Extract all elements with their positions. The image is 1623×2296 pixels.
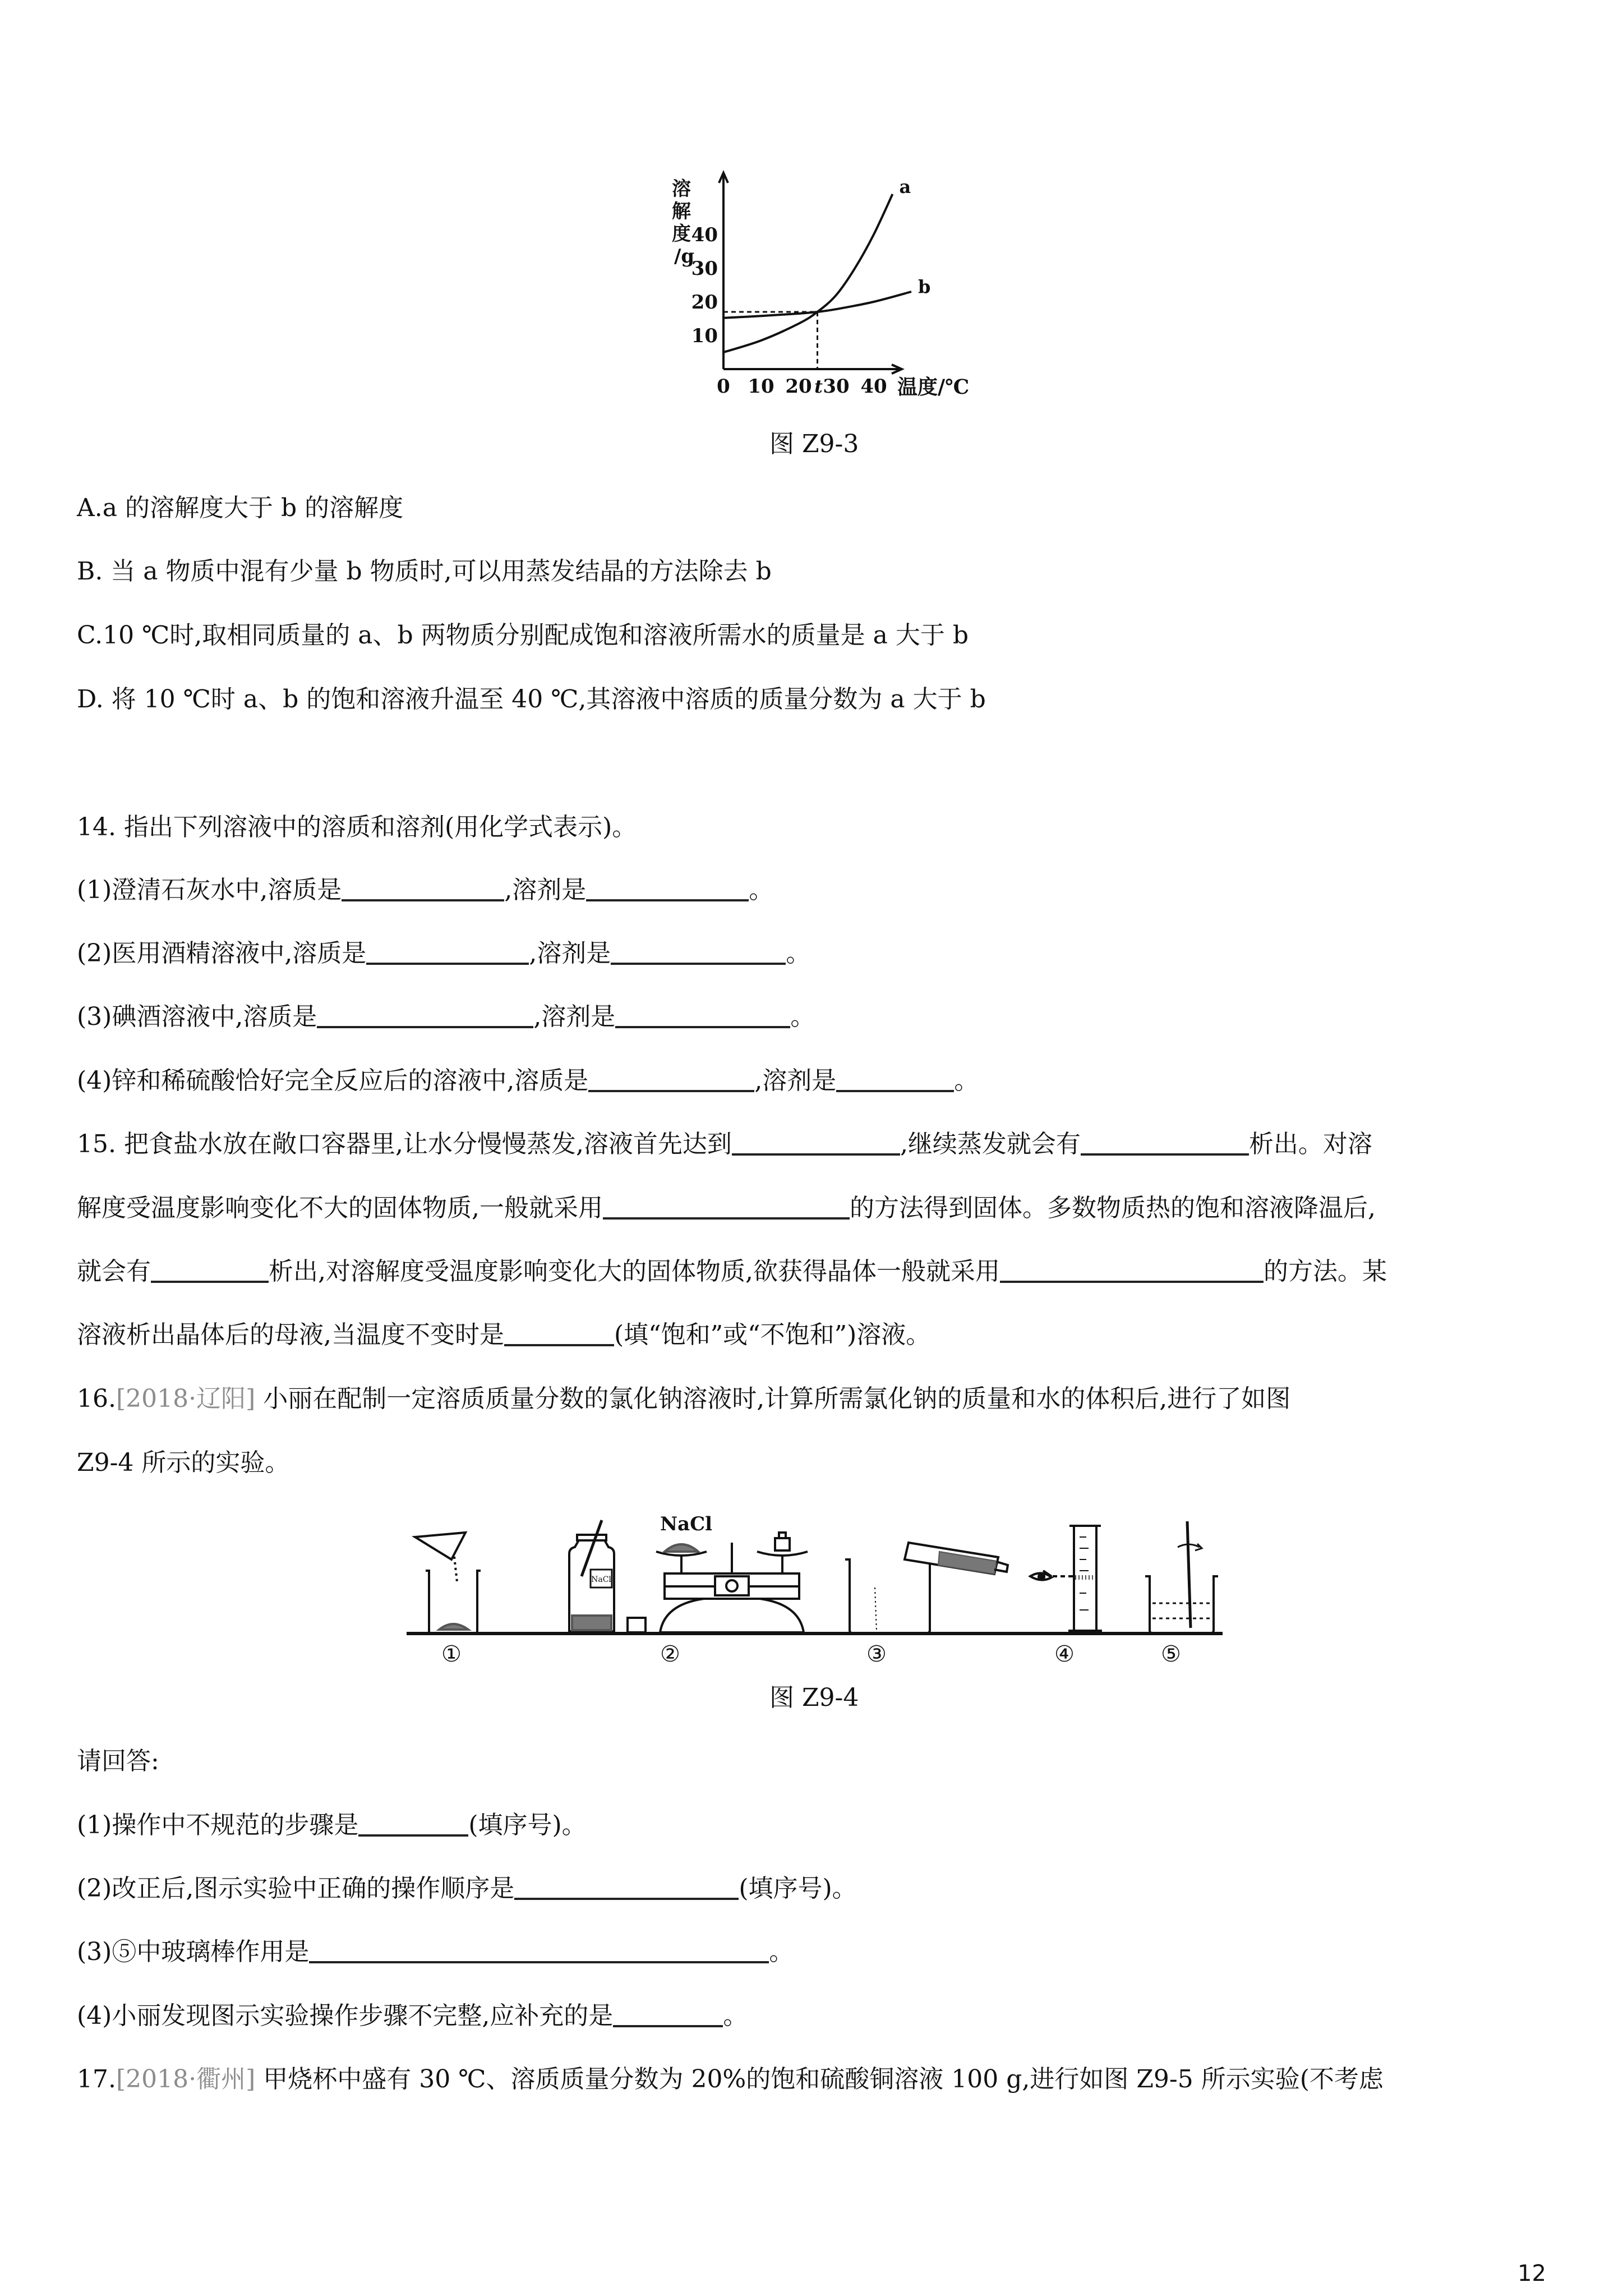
q14-l3-text-c: 。 [790, 1002, 815, 1031]
answer-blank[interactable] [1000, 1255, 1264, 1283]
x-tick-label: 40 [860, 375, 887, 398]
lab-apparatus-figure [401, 1503, 1231, 1666]
y-tick-label: 10 [691, 325, 718, 347]
answer-blank[interactable] [366, 937, 529, 965]
q14-l2-text-a: (2)医用酒精溶液中,溶质是 [77, 939, 367, 968]
q15-l1-text-c: 析出。对溶 [1248, 1130, 1372, 1158]
figure-z9-3-caption: 图 Z9-3 [769, 430, 859, 458]
q16-a2-text-a: (2)改正后,图示实验中正确的操作顺序是 [77, 1874, 515, 1903]
figure-z9-4-caption: 图 Z9-4 [769, 1683, 859, 1712]
q16-a3-text-b: 。 [769, 1938, 794, 1966]
answer-blank[interactable] [615, 1000, 790, 1028]
step-3-cylinder-icon [905, 1543, 1008, 1574]
answer-blank[interactable] [613, 1999, 723, 2027]
answer-blank[interactable] [309, 1935, 769, 1963]
q15-l4-text-b: (填“饱和”或“不饱和”)溶液。 [614, 1320, 931, 1349]
answer-blank[interactable] [504, 1318, 614, 1346]
q15-line-4 [77, 1318, 930, 1352]
q14-line-3 [77, 1000, 815, 1034]
q14-l4-text-b: ,溶剂是 [754, 1066, 837, 1095]
q16-text-1: 小丽在配制一定溶质质量分数的氯化钠溶液时,计算所需氯化钠的质量和水的体积后,进行了如图 [263, 1384, 1291, 1413]
x-tick-label: 20 [785, 375, 812, 398]
q16-number: 16. [77, 1384, 116, 1413]
x-tick-label: 0 [717, 375, 730, 398]
step-label-3: ③ [866, 1641, 887, 1666]
chart-labels [672, 176, 969, 399]
q15-l3-text-a: 就会有 [77, 1257, 151, 1286]
q14-l4-text-c: 。 [954, 1066, 979, 1095]
answer-blank[interactable] [603, 1191, 850, 1220]
x-axis-label: 温度/℃ [897, 375, 970, 399]
step-1-beaker-icon [415, 1533, 481, 1634]
answer-blank[interactable] [836, 1064, 954, 1092]
q16-line-2: Z9-4 所示的实验。 [77, 1448, 290, 1477]
q16-source: [2018·辽阳] [116, 1384, 256, 1413]
y-axis-label-char: 解 [672, 200, 691, 223]
q15-l1-text-b: ,继续蒸发就会有 [900, 1130, 1081, 1158]
q15-l3-text-b: 析出,对溶解度受温度影响变化大的固体物质,欲获得晶体一般就采用 [269, 1257, 1000, 1286]
q17-text: 甲烧杯中盛有 30 ℃、溶质质量分数为 20%的饱和硫酸铜溶液 100 g,进行如图 Z9-5 所示实验(不考虑 [263, 2065, 1384, 2093]
answer-blank[interactable] [151, 1255, 269, 1283]
page-number: 12 [1518, 2261, 1546, 2286]
answer-blank[interactable] [732, 1128, 900, 1156]
step-label-4: ④ [1054, 1641, 1075, 1666]
y-axis-label-char: 溶 [672, 178, 691, 200]
q14-line-4 [77, 1064, 979, 1098]
q14-l1-text-c: 。 [749, 876, 774, 904]
chart-lines [723, 194, 911, 369]
x-tick-label: 10 [748, 375, 774, 398]
q17-number: 17. [77, 2065, 116, 2093]
q16-a1-text-a: (1)操作中不规范的步骤是 [77, 1811, 359, 1839]
answer-blank[interactable] [358, 1809, 468, 1837]
answer-blank[interactable] [342, 873, 504, 901]
q16-answer-2 [77, 1872, 857, 1906]
step-5-beaker-icon [1145, 1521, 1218, 1634]
y-tick-label: 40 [691, 224, 718, 246]
x-tick-label: 30 [823, 375, 850, 398]
q16-a4-text-a: (4)小丽发现图示实验操作步骤不完整,应补充的是 [77, 2001, 614, 2030]
answer-blank[interactable] [514, 1872, 739, 1900]
q16-a3-text-a: (3)⑤中玻璃棒作用是 [77, 1938, 310, 1966]
answer-blank[interactable] [611, 937, 786, 965]
option-b: B. 当 a 物质中混有少量 b 物质时,可以用蒸发结晶的方法除去 b [77, 557, 772, 586]
step-label-1: ① [441, 1641, 462, 1666]
option-d: D. 将 10 ℃时 a、b 的饱和溶液升温至 40 ℃,其溶液中溶质的质量分数为 a 大于 b [77, 685, 986, 714]
nacl-bottle-label: NaCl [591, 1575, 611, 1584]
q14-l2-text-b: ,溶剂是 [529, 939, 611, 968]
q14-l4-text-a: (4)锌和稀硫酸恰好完全反应后的溶液中,溶质是 [77, 1066, 589, 1095]
q15-l2-text-b: 的方法得到固体。多数物质热的饱和溶液降温后, [849, 1194, 1376, 1222]
q16-a4-text-b: 。 [723, 2001, 748, 2030]
q16-a1-text-b: (填序号)。 [468, 1811, 587, 1839]
q14-l1-text-a: (1)澄清石灰水中,溶质是 [77, 876, 342, 904]
q14-l1-text-b: ,溶剂是 [504, 876, 587, 904]
answer-blank[interactable] [317, 1000, 533, 1028]
q17-source: [2018·衢州] [116, 2065, 256, 2093]
y-tick-label: 20 [691, 291, 718, 314]
step-label-5: ⑤ [1161, 1641, 1181, 1666]
q14-l3-text-a: (3)碘酒溶液中,溶质是 [77, 1002, 317, 1031]
chart-ticks [691, 224, 887, 398]
answer-blank[interactable] [586, 873, 749, 901]
q15-line-1 [77, 1128, 1372, 1161]
step-3-beaker-icon [845, 1559, 934, 1634]
q14-l2-text-c: 。 [786, 939, 811, 968]
q17-line-1 [77, 2063, 1384, 2096]
q15-l3-text-c: 的方法。某 [1263, 1257, 1387, 1286]
option-a: A.a 的溶解度大于 b 的溶解度 [77, 494, 404, 522]
q16-answer-3 [77, 1935, 794, 1969]
q16-answer-4 [77, 1999, 748, 2033]
step-4-cylinder-icon [1030, 1526, 1102, 1631]
q15-l2-text-a: 解度受温度影响变化不大的固体物质,一般就采用 [77, 1194, 603, 1222]
step-label-2: ② [660, 1641, 680, 1666]
q16-line-1 [77, 1382, 1290, 1416]
curve-label-a: a [899, 176, 911, 197]
q15-line-2 [77, 1191, 1376, 1225]
x-tick-label: t [814, 376, 823, 397]
answer-blank[interactable] [588, 1064, 754, 1092]
q16-a2-text-b: (填序号)。 [739, 1874, 857, 1903]
answer-blank[interactable] [1081, 1128, 1249, 1156]
q14-l3-text-b: ,溶剂是 [533, 1002, 616, 1031]
option-c: C.10 ℃时,取相同质量的 a、b 两物质分别配成饱和溶液所需水的质量是 a 大于 b [77, 621, 969, 650]
curve-label-b: b [918, 276, 931, 297]
q16-answer-1 [77, 1809, 587, 1842]
y-axis-label-char: /g [674, 245, 695, 268]
q14-stem: 14. 指出下列溶液中的溶质和溶剂(用化学式表示)。 [77, 813, 637, 841]
q15-line-3 [77, 1255, 1387, 1289]
y-axis-label-char: 度 [672, 223, 691, 245]
curve-a [723, 194, 893, 352]
q16-ask: 请回答: [77, 1747, 159, 1775]
q14-line-1 [77, 873, 773, 907]
y-tick-label: 30 [691, 257, 718, 280]
q15-l4-text-a: 溶液析出晶体后的母液,当温度不变时是 [77, 1320, 504, 1349]
step-2-balance-icon [656, 1513, 808, 1632]
chart-axes [719, 173, 902, 374]
solubility-chart [645, 163, 993, 404]
step-2-bottle-icon [569, 1520, 645, 1632]
q15-l1-text-a: 15. 把食盐水放在敞口容器里,让水分慢慢蒸发,溶液首先达到 [77, 1130, 732, 1158]
nacl-label: NaCl [660, 1513, 713, 1535]
q14-line-2 [77, 937, 810, 970]
